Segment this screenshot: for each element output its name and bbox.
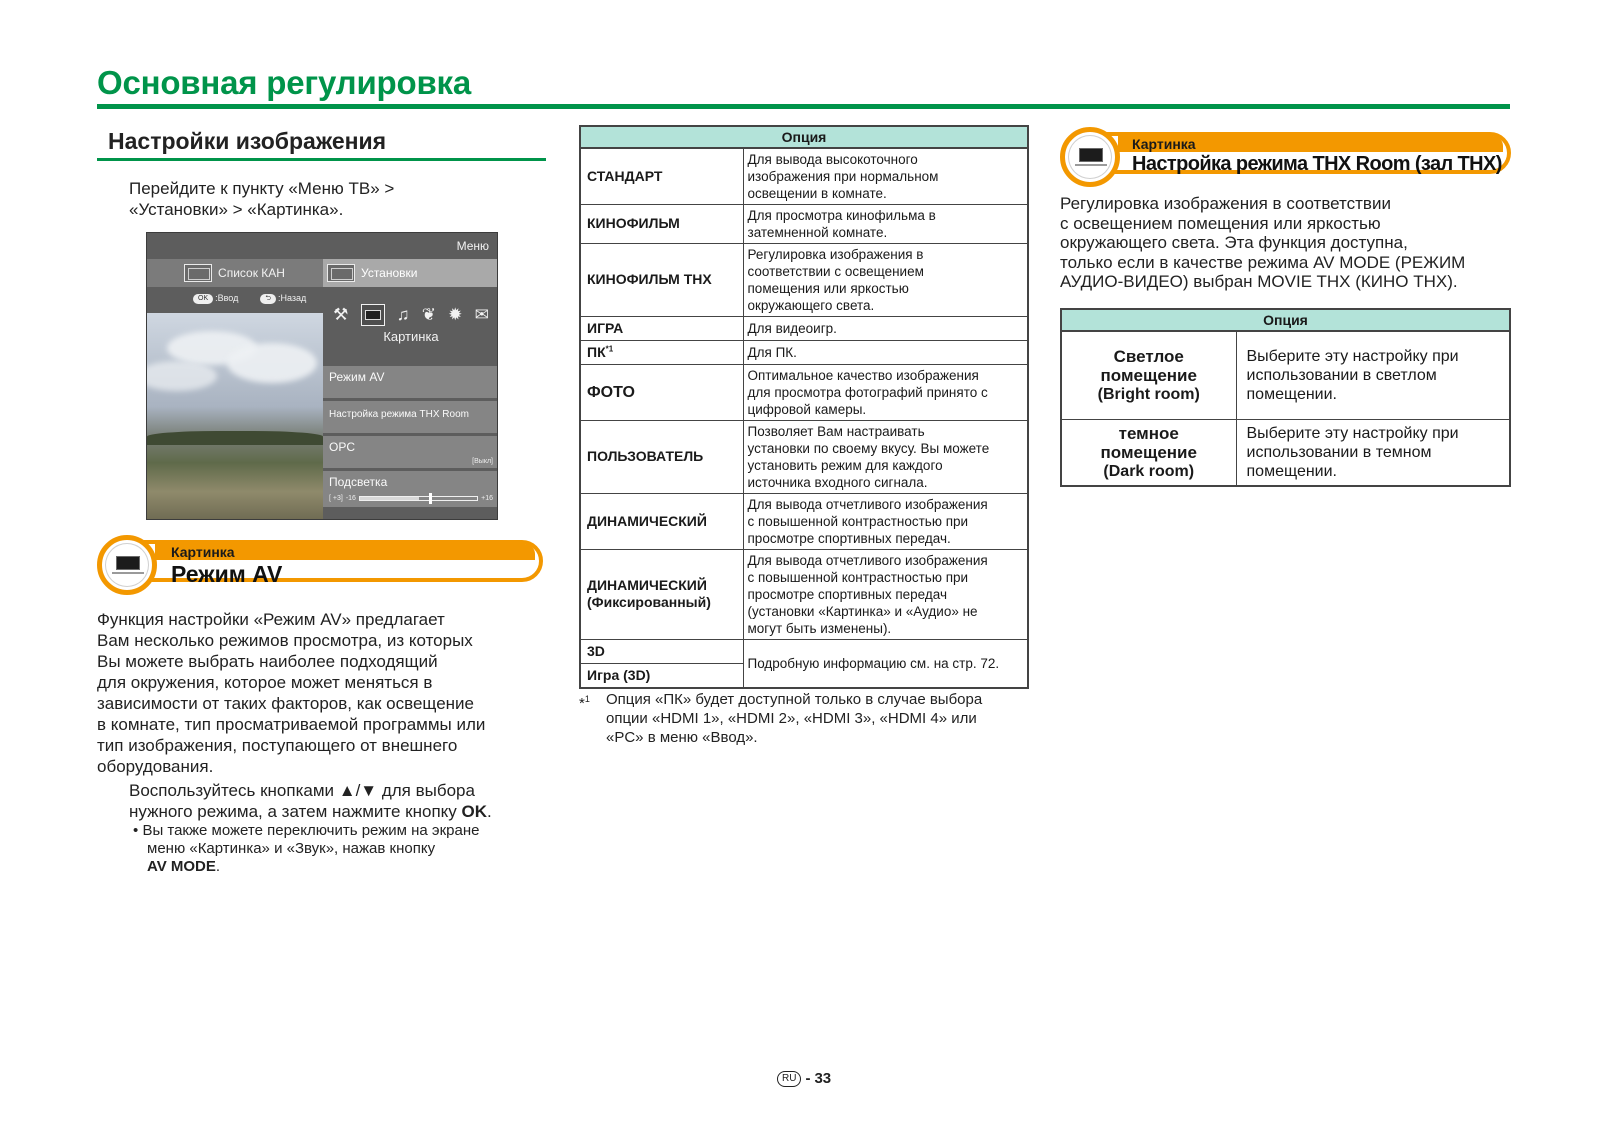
desc-line: цифровой камеры. (747, 401, 867, 417)
note-line (133, 858, 479, 876)
description-cell (1236, 419, 1510, 486)
up-down-arrows-icon: ▲/▼ (338, 781, 378, 800)
tv-base-shape (1075, 164, 1107, 166)
para-line: Функция настройки «Режим AV» предлагает (97, 610, 445, 629)
para-line: тип изображения, поступающего от внешнего (97, 736, 458, 755)
table-header: Опция (580, 126, 1028, 148)
backlight-slider (329, 493, 493, 503)
desc-line: просмотре спортивных передач (747, 586, 948, 602)
badge-category: Картинка (1132, 136, 1196, 152)
desc-line: Для просмотра кинофильма в (747, 207, 936, 223)
footnote-mark: *1 (605, 343, 614, 353)
description-cell (743, 549, 1028, 639)
option-text: Светлое (1113, 346, 1184, 366)
footnote-asterisk: * (579, 695, 585, 712)
cloud-shape (146, 361, 217, 391)
description-cell (743, 316, 1028, 340)
desc-line: Позволяет Вам настраивать (747, 423, 925, 439)
tv-icon (97, 535, 157, 595)
step-line (129, 801, 492, 822)
backlight-knob (429, 493, 432, 504)
backlight-min: -16 (345, 494, 356, 502)
wrench-icon: ⚒ (333, 305, 349, 324)
description-cell (743, 204, 1028, 243)
para-line: Регулировка изображения в соответствии (1060, 194, 1391, 213)
option-text: (Dark room) (1103, 462, 1195, 480)
para-line: оборудования. (97, 757, 214, 776)
mail-icon: ✉ (474, 305, 489, 324)
footnote-line: «PC» в меню «Ввод». (606, 729, 758, 746)
desc-line: с повышенной контрастностью при (747, 513, 969, 529)
tv-category-label: Картинка (383, 329, 439, 344)
desc-line: освещении в комнате. (747, 185, 887, 201)
desc-line: использовании в темном (1246, 443, 1432, 461)
option-cell (580, 340, 743, 364)
tv-tab-settings (323, 259, 498, 287)
tv-item-av-mode (323, 366, 498, 398)
para-line: Вы можете выбрать наиболее подходящий (97, 652, 438, 671)
step-text: нужного режима, а затем нажмите кнопку (129, 802, 462, 821)
thx-room-table (1060, 308, 1511, 487)
option-cell: ДИНАМИЧЕСКИЙ (580, 493, 743, 549)
tv-hint-ok-text: :Ввод (215, 293, 239, 303)
table-row (580, 148, 1028, 204)
desc-line: использовании в светлом (1246, 366, 1437, 384)
option-text: (Bright room) (1097, 385, 1200, 403)
tv-item-av-mode-label: Режим AV (329, 370, 385, 384)
desc-line: окружающего света. (747, 297, 875, 313)
tv-item-backlight-label: Подсветка (329, 475, 388, 489)
back-key-icon: ⮌ (260, 294, 276, 304)
backlight-fill (360, 497, 419, 500)
desc-line: Выберите эту настройку при (1246, 347, 1459, 365)
audio-icon: ♫ (396, 305, 410, 324)
tv-item-thx-room-label: Настройка режима THX Room (329, 409, 469, 420)
description-cell (1236, 331, 1510, 419)
footnote-number: 1 (584, 694, 590, 704)
tv-tab-settings-label: Установки (361, 266, 418, 280)
option-cell (580, 549, 743, 639)
table-row (1061, 331, 1510, 419)
tv-item-opc (323, 436, 498, 468)
description-cell (743, 340, 1028, 364)
table-row (580, 243, 1028, 316)
para-line: в комнате, тип просматриваемой программы или (97, 715, 486, 734)
option-cell: ПОЛЬЗОВАТЕЛЬ (580, 420, 743, 493)
option-cell (1061, 331, 1236, 419)
note-line: меню «Картинка» и «Звук», нажав кнопку (147, 840, 436, 857)
tv-screen-shape (116, 556, 140, 570)
section-rule (97, 158, 546, 161)
cloud-shape (227, 343, 317, 383)
language-badge: RU (777, 1071, 801, 1087)
note-text: . (215, 858, 221, 875)
footnote-mark (579, 690, 590, 713)
table-row (580, 420, 1028, 493)
footnote (579, 690, 1029, 747)
tv-menu-label: Меню (456, 239, 489, 253)
section-title: Настройки изображения (108, 128, 387, 154)
desc-line: для просмотра фотографий принято с (747, 384, 988, 400)
desc-line: Для вывода отчетливого изображения (747, 552, 988, 568)
option-text: помещение (1100, 442, 1197, 462)
page-title: Основная регулировка (97, 64, 472, 101)
intro-line: «Установки» > «Картинка». (129, 200, 344, 219)
ok-key-icon: OK (193, 294, 213, 304)
desc-line: помещении. (1246, 385, 1337, 403)
step-instruction (129, 780, 492, 822)
gear-icon: ✹ (448, 305, 463, 324)
description-cell (743, 148, 1028, 204)
option-cell: ФОТО (580, 364, 743, 420)
tv-base-shape (112, 572, 144, 574)
description-cell (743, 243, 1028, 316)
tv-hint-bar (193, 293, 306, 304)
tv-item-thx-room (323, 401, 498, 433)
option-cell: ИГРА (580, 316, 743, 340)
description-cell: Подробную информацию см. на стр. 72. (743, 639, 1028, 688)
settings-icon (327, 264, 355, 282)
option-cell: Игра (3D) (580, 663, 743, 688)
para-line: с освещением помещения или яркостью (1060, 213, 1381, 233)
table-row (580, 639, 1028, 663)
desc-line: помещении. (1246, 462, 1337, 480)
tv-item-backlight (323, 471, 498, 507)
step-text: . (487, 802, 492, 821)
bullet-icon: • (133, 822, 139, 839)
title-rule (97, 104, 1510, 109)
option-cell: КИНОФИЛЬМ (580, 204, 743, 243)
badge-title: Режим AV (171, 561, 283, 587)
tv-tab-channel-list-label: Список КАН (218, 266, 285, 280)
page-number-separator: - (805, 1070, 811, 1087)
footnote-line: Опция «ПК» будет доступной только в случае выбора (606, 691, 983, 708)
step-text: для выбора (377, 781, 475, 800)
para-line: АУДИО-ВИДЕО) выбран MOVIE THX (КИНО THX). (1060, 272, 1458, 291)
desc-line: Выберите эту настройку при (1246, 424, 1459, 442)
desc-line: затемненной комнате. (747, 224, 888, 240)
para-line: только если в качестве режима AV MODE (РЕЖИМ (1060, 252, 1466, 272)
option-cell: КИНОФИЛЬМ THX (580, 243, 743, 316)
desc-line: с повышенной контрастностью при (747, 569, 969, 585)
note (133, 822, 479, 876)
tv-hint-ok (193, 293, 238, 304)
table-row (580, 204, 1028, 243)
badge-category: Картинка (171, 544, 235, 560)
table-row (580, 340, 1028, 364)
tv-hint-back (260, 293, 306, 304)
av-mode-key-label: AV MODE (147, 858, 216, 875)
option-cell (1061, 419, 1236, 486)
desc-line: помещения или яркостью (747, 280, 909, 296)
desc-line: Регулировка изображения в (747, 246, 924, 262)
landscape-photo (147, 313, 323, 520)
tv-category-icons (327, 301, 495, 329)
intro-text (129, 178, 549, 220)
table-row (580, 316, 1028, 340)
badge-title: Настройка режима THX Room (зал THX) (1132, 153, 1502, 175)
para-line: для окружения, которое может меняться в (97, 673, 433, 692)
desc-line: установки по своему вкусу. Вы можете (747, 440, 990, 456)
option-cell: СТАНДАРТ (580, 148, 743, 204)
desc-line: Для вывода высокоточного (747, 151, 918, 167)
desc-line: Для вывода отчетливого изображения (747, 496, 988, 512)
table-row (1061, 419, 1510, 486)
backlight-value: [ +3] (329, 494, 343, 502)
backlight-track (359, 496, 478, 501)
note-text: Вы также можете переключить режим на экране (142, 822, 480, 839)
desc-line: просмотре спортивных передач. (747, 530, 951, 546)
option-text: ДИНАМИЧЕСКИЙ (587, 577, 707, 593)
picture-icon (361, 304, 385, 326)
desc-line: Для видеоигр. (747, 320, 837, 336)
option-cell: 3D (580, 639, 743, 663)
thx-room-description (1060, 194, 1465, 292)
tv-item-opc-label: OPC (329, 440, 356, 454)
table-row (580, 493, 1028, 549)
para-line: окружающего света. Эта функция доступна, (1060, 233, 1408, 252)
desc-line: Оптимальное качество изображения (747, 367, 979, 383)
desc-line: (установки «Картинка» и «Аудио» не (747, 603, 978, 619)
desc-line: могут быть изменены). (747, 620, 892, 636)
option-text: помещение (1100, 365, 1197, 385)
description-cell (743, 420, 1028, 493)
page-number (777, 1070, 831, 1087)
step-text: Воспользуйтесь кнопками (129, 781, 339, 800)
description-cell (743, 493, 1028, 549)
option-text: ПК (587, 343, 606, 360)
eco-leaf-icon: ❦ (421, 305, 436, 324)
desc-line: Для ПК. (747, 344, 797, 360)
para-line: Вам несколько режимов просмотра, из которых (97, 631, 473, 650)
table-header-row (580, 126, 1028, 148)
desc-line: установить режим для каждого (747, 457, 943, 473)
tree-line (147, 431, 323, 445)
option-text: (Фиксированный) (587, 594, 711, 610)
intro-line: Перейдите к пункту «Меню ТВ» > (129, 179, 395, 198)
tv-tab-bar (147, 259, 498, 287)
desc-line: изображения при нормальном (747, 168, 939, 184)
option-text: темное (1118, 423, 1179, 443)
tv-menu-screenshot (146, 232, 498, 520)
tv-item-opc-value: [Выкл] (472, 458, 493, 465)
tv-icon (1060, 127, 1120, 187)
page-number-value: 33 (814, 1070, 832, 1087)
tv-tab-channel-list (147, 259, 322, 287)
para-line: зависимости от таких факторов, как освещение (97, 694, 474, 713)
description-cell (743, 364, 1028, 420)
desc-line: источника входного сигнала. (747, 474, 928, 490)
tv-screen-shape (1079, 148, 1103, 162)
tv-hint-back-text: :Назад (277, 293, 307, 303)
table-header: Опция (1061, 309, 1510, 331)
backlight-max: +16 (481, 494, 493, 502)
av-mode-table (579, 125, 1029, 689)
av-mode-description (97, 609, 485, 777)
note-line (133, 822, 479, 840)
step-line (129, 780, 492, 801)
channel-list-icon (184, 264, 212, 282)
desc-line: соответствии с освещением (747, 263, 924, 279)
table-row (580, 364, 1028, 420)
table-header-row (1061, 309, 1510, 331)
table-row (580, 549, 1028, 639)
footnote-line: опции «HDMI 1», «HDMI 2», «HDMI 3», «HDMI 4» или (606, 710, 977, 727)
ok-key-label: OK (461, 802, 487, 821)
